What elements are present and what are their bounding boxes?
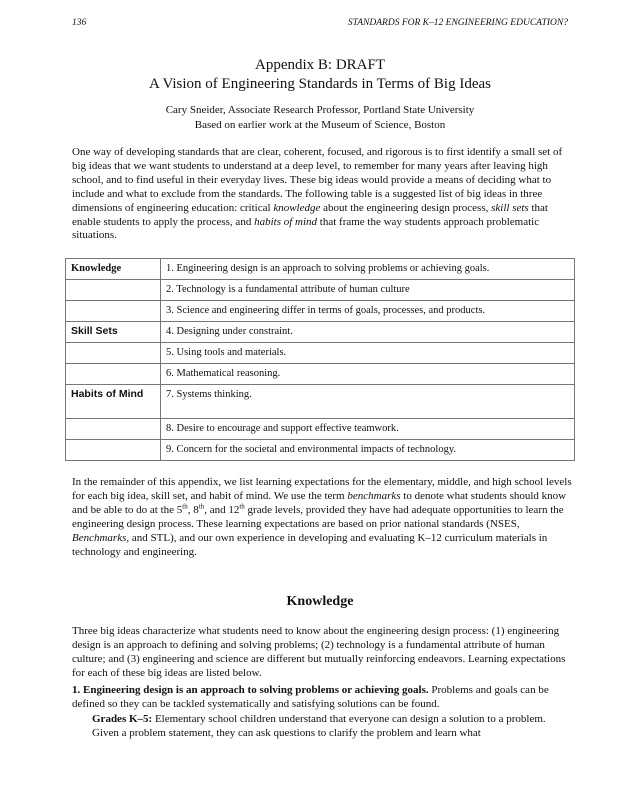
category-cell bbox=[66, 280, 161, 301]
table-row bbox=[66, 385, 575, 419]
table-row bbox=[66, 343, 575, 364]
grades-label: Grades K–5: bbox=[92, 713, 153, 725]
idea-cell: 1. Engineering design is an approach to solving problems or achieving goals. bbox=[161, 259, 575, 280]
category-cell: Skill Sets bbox=[66, 322, 161, 343]
idea-cell: 4. Designing under constraint. bbox=[161, 322, 575, 343]
category-cell bbox=[66, 419, 161, 440]
table-row bbox=[66, 280, 575, 301]
idea-cell: 8. Desire to encourage and support effective teamwork. bbox=[161, 419, 575, 440]
appendix-title bbox=[0, 56, 640, 94]
category-cell: Habits of Mind bbox=[66, 385, 161, 419]
idea-cell: 5. Using tools and materials. bbox=[161, 343, 575, 364]
page-number: 136 bbox=[72, 18, 87, 28]
remainder-paragraph: In the remainder of this appendix, we list learning expectations for the elementary, middle, and high school levels for each big idea, skill set, and habit of mind. We use the term benchmarks to denote what students should know and be able to do at the 5th, 8th, and 12th grade levels, provided they have had adequate opportunities to learn the engineering design process. These learning expectations are based on prior national standards (NSES, Benchmarks, and STL), and our own experience in developing and evaluating K–12 curriculum materials in technology and engineering. bbox=[72, 476, 572, 558]
knowledge-intro-paragraph: Three big ideas characterize what students need to know about the engineering design process: (1) engineering design is an approach to defining and solving problems; (2) technology is a fundamental attribute of human culture; and (3) engineering and science are different but mutually reinforcing endeavors. Learning expectations for each of these big ideas are listed below. bbox=[72, 625, 566, 679]
section-heading: Knowledge bbox=[286, 594, 354, 609]
author-block bbox=[0, 103, 640, 132]
running-title: STANDARDS FOR K–12 ENGINEERING EDUCATION? bbox=[347, 18, 568, 28]
table-row bbox=[66, 301, 575, 322]
idea-cell: 2. Technology is a fundamental attribute of human culture bbox=[161, 280, 575, 301]
grades-k5-paragraph: Grades K–5: Elementary school children understand that everyone can design a solution to a problem. Given a problem statement, they can ask questions to clarify the problem and learn what bbox=[92, 713, 546, 739]
category-cell: Knowledge bbox=[66, 259, 161, 280]
big-ideas-table bbox=[65, 258, 575, 461]
intro-paragraph: One way of developing standards that are clear, coherent, focused, and rigorous is to first identify a small set of big ideas that we want students to understand at a deep level, to remember for many years after leaving high school, and to find useful in their everyday lives. These big ideas would provide a means of deciding what to include and what to exclude from the standards. The following table is a suggested list of big ideas in three dimensions of engineering education: critical knowledge about the engineering design process, skill sets that enable students to apply the process, and habits of mind that frame the way students approach problematic situations. bbox=[72, 146, 563, 242]
table-row bbox=[66, 419, 575, 440]
table-row bbox=[66, 259, 575, 280]
category-cell bbox=[66, 364, 161, 385]
title-line-2: A Vision of Engineering Standards in Terms of Big Ideas bbox=[148, 76, 492, 92]
big-idea-1-paragraph: 1. Engineering design is an approach to solving problems or achieving goals. Problems and goals can be defined so they can be tackled systematically and satisfying solutions can be found. bbox=[72, 684, 549, 710]
table-row bbox=[66, 440, 575, 461]
category-cell bbox=[66, 343, 161, 364]
idea-cell: 6. Mathematical reasoning. bbox=[161, 364, 575, 385]
category-cell bbox=[66, 440, 161, 461]
author-line-1: Cary Sneider, Associate Research Professor, Portland State University bbox=[165, 104, 475, 116]
idea-cell: 3. Science and engineering differ in terms of goals, processes, and products. bbox=[161, 301, 575, 322]
table-row bbox=[66, 322, 575, 343]
big-idea-1-heading: 1. Engineering design is an approach to solving problems or achieving goals. bbox=[72, 684, 429, 696]
idea-cell: 9. Concern for the societal and environmental impacts of technology. bbox=[161, 440, 575, 461]
idea-cell: 7. Systems thinking. bbox=[161, 385, 575, 419]
table-row bbox=[66, 364, 575, 385]
author-line-2: Based on earlier work at the Museum of Science, Boston bbox=[194, 118, 446, 131]
category-cell bbox=[66, 301, 161, 322]
title-line-1: Appendix B: DRAFT bbox=[254, 57, 385, 73]
